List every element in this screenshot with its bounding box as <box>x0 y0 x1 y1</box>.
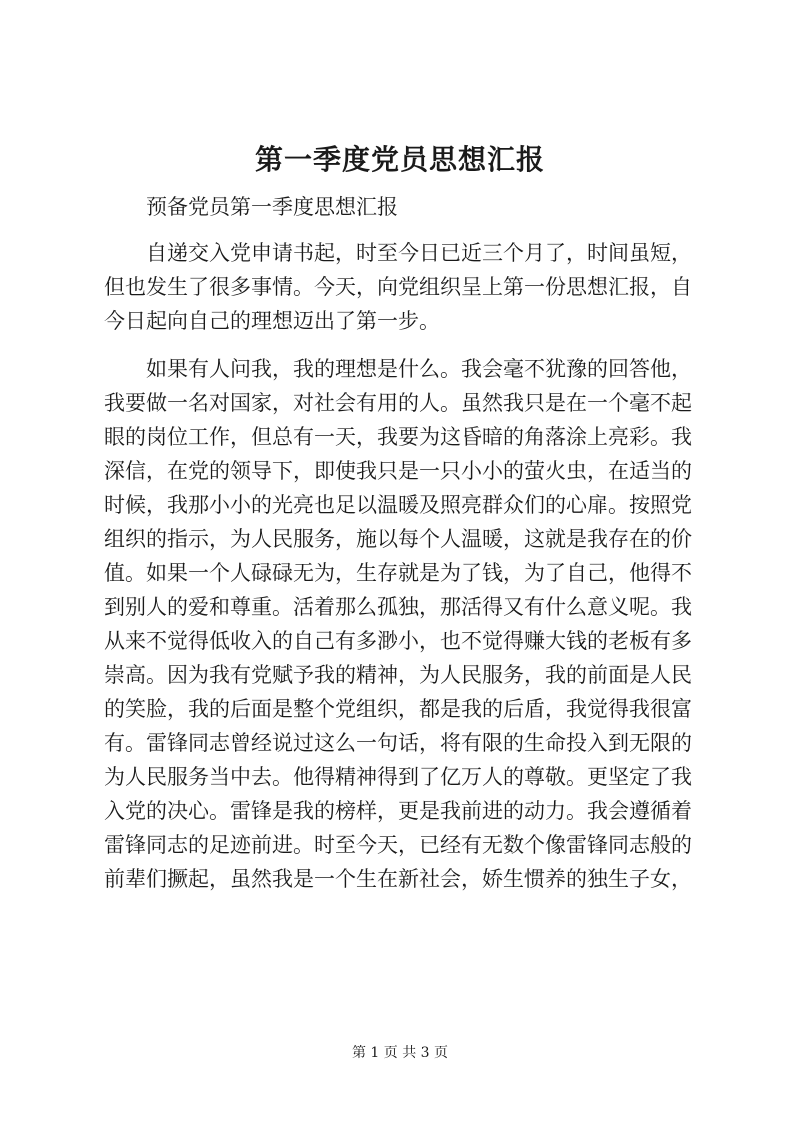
document-subtitle: 预备党员第一季度思想汇报 <box>146 195 398 219</box>
body-line: 时候，我那小小的光亮也足以温暖及照亮群众们的心扉。按照党 <box>104 493 692 517</box>
body-line: 从来不觉得低收入的自己有多渺小，也不觉得赚大钱的老板有多 <box>104 629 692 653</box>
body-line: 值。如果一个人碌碌无为，生存就是为了钱，为了自己，他得不 <box>104 561 692 585</box>
document-title: 第一季度党员思想汇报 <box>254 143 545 176</box>
body-line: 入党的决心。雷锋是我的榜样，更是我前进的动力。我会遵循着 <box>104 799 692 823</box>
body-line: 深信，在党的领导下，即使我只是一只小小的萤火虫，在适当的 <box>104 459 692 483</box>
body-line: 雷锋同志的足迹前进。时至今天，已经有无数个像雷锋同志般的 <box>104 833 692 857</box>
body-line: 崇高。因为我有党赋予我的精神，为人民服务，我的前面是人民 <box>104 663 692 687</box>
body-line: 有。雷锋同志曾经说过这么一句话，将有限的生命投入到无限的 <box>104 731 692 755</box>
body-line: 如果有人问我，我的理想是什么。我会毫不犹豫的回答他， <box>146 357 692 381</box>
body-line: 但也发生了很多事情。今天，向党组织呈上第一份思想汇报，自 <box>104 275 692 299</box>
page-footer: 第 1 页 共 3 页 <box>351 1045 449 1061</box>
body-line: 组织的指示，为人民服务，施以每个人温暖，这就是我存在的价 <box>104 527 692 551</box>
body-line: 的笑脸，我的后面是整个党组织，都是我的后盾，我觉得我很富 <box>104 697 692 721</box>
body-line: 为人民服务当中去。他得精神得到了亿万人的尊敬。更坚定了我 <box>104 765 692 789</box>
body-line: 今日起向自己的理想迈出了第一步。 <box>104 309 440 333</box>
body-line: 前辈们撅起，虽然我是一个生在新社会，娇生惯养的独生子女， <box>104 867 692 891</box>
body-line: 我要做一名对国家，对社会有用的人。虽然我只是在一个毫不起 <box>104 391 692 415</box>
body-line: 眼的岗位工作，但总有一天，我要为这昏暗的角落涂上亮彩。我 <box>104 425 692 449</box>
body-line: 自递交入党申请书起，时至今日已近三个月了，时间虽短， <box>146 241 692 265</box>
body-line: 到别人的爱和尊重。活着那么孤独，那活得又有什么意义呢。我 <box>104 595 692 619</box>
